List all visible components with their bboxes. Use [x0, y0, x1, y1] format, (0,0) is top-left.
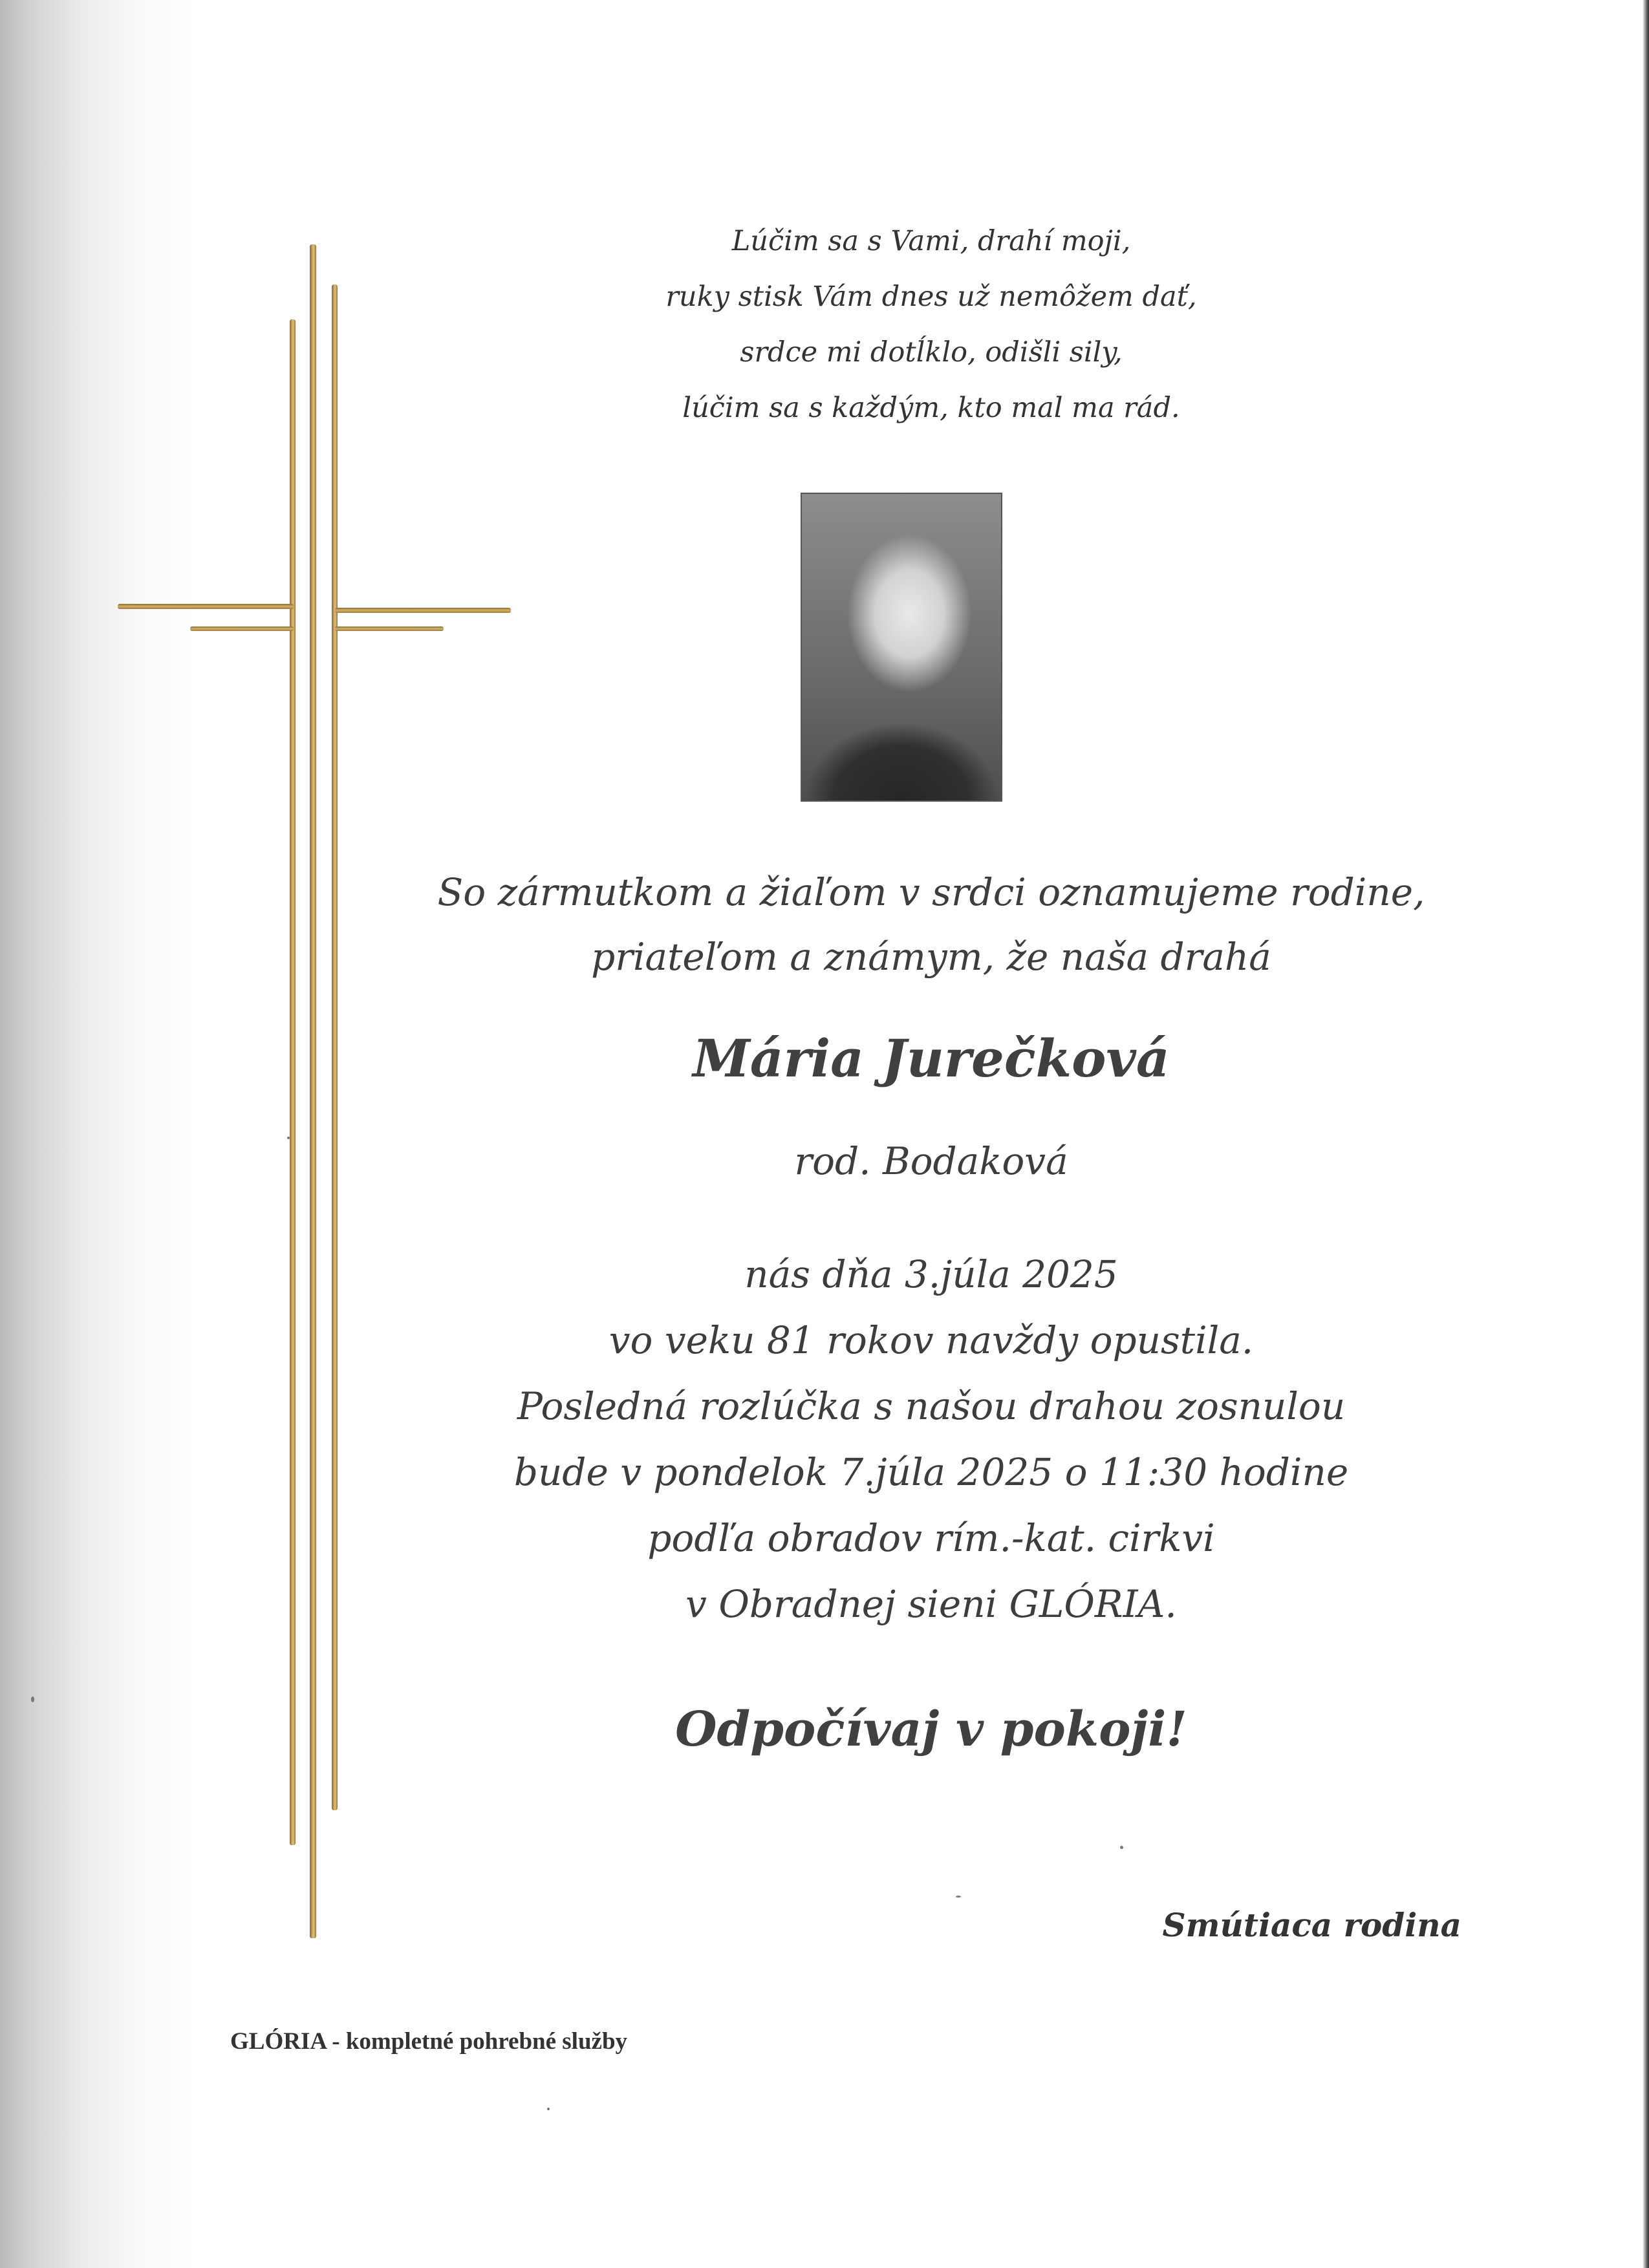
deceased-name: Mária Jurečková — [693, 1028, 1170, 1089]
intro-line: So zármutkom a žiaľom v srdci oznamujeme rodine, — [437, 870, 1425, 914]
poem-line: ruky stisk Vám dnes už nemôžem dať, — [665, 281, 1197, 313]
details-line: bude v pondelok 7.júla 2025 o 11:30 hodine — [513, 1450, 1349, 1494]
poem-line: srdce mi dotĺklo, odišli sily, — [740, 336, 1123, 369]
cross-vertical-bar — [310, 244, 316, 1938]
details-line: Posledná rozlúčka s našou drahou zosnulou — [517, 1384, 1346, 1428]
cross-horizontal-bar — [335, 626, 444, 631]
scan-speck — [31, 1696, 34, 1702]
scan-speck — [1120, 1846, 1123, 1849]
paper-right-edge — [1643, 0, 1649, 2268]
cross-horizontal-bar — [190, 626, 294, 631]
paper-left-shadow — [0, 0, 194, 2268]
mourning-family-signature: Smútiaca rodina — [1162, 1906, 1461, 1944]
farewell-poem — [401, 213, 1461, 436]
scan-speck — [956, 1896, 961, 1898]
poem-line: lúčim sa s každým, kto mal ma rád. — [682, 392, 1180, 424]
portrait-photo — [801, 493, 1002, 802]
cross-vertical-bar — [332, 284, 338, 1810]
cross-vertical-bar — [290, 319, 296, 1845]
rest-in-peace: Odpočívaj v pokoji! — [675, 1702, 1187, 1757]
details-line: v Obradnej sieni GLÓRIA. — [685, 1582, 1177, 1626]
poem-line: Lúčim sa s Vami, drahí moji, — [731, 225, 1131, 257]
funeral-service-footer: GLÓRIA - kompletné pohrebné služby — [230, 2028, 628, 2055]
scan-speck — [547, 2108, 550, 2110]
cross-horizontal-bar — [118, 604, 294, 609]
scan-speck — [287, 1137, 290, 1139]
details-line: nás dňa 3.júla 2025 — [744, 1252, 1118, 1296]
cross-horizontal-bar — [335, 608, 511, 613]
details-line: vo veku 81 rokov navždy opustila. — [609, 1318, 1254, 1362]
funeral-details — [401, 1241, 1461, 1637]
intro-line: priateľom a známym, že naša drahá — [591, 935, 1271, 979]
details-line: podľa obradov rím.-kat. cirkvi — [647, 1516, 1215, 1560]
maiden-name: rod. Bodaková — [794, 1139, 1068, 1183]
announcement-intro — [401, 860, 1461, 989]
